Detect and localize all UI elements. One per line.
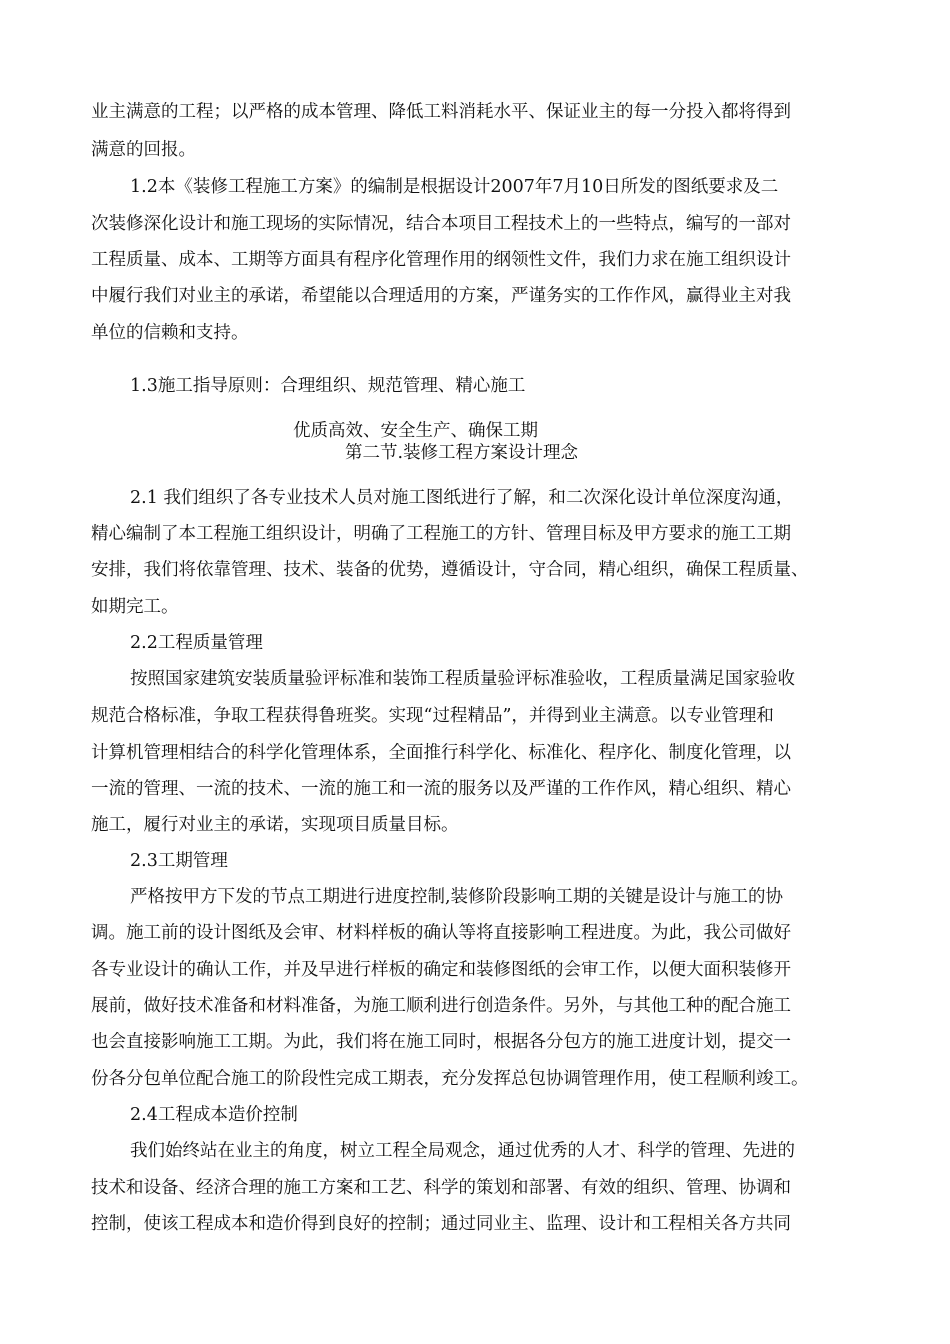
paragraph-line: 也会直接影响施工工期。为此，我们将在施工同时，根据各分包方的施工进度计划，提交一 [91, 1032, 791, 1052]
paragraph-line: 技术和设备、经济合理的施工方案和工艺、科学的策划和部署、有效的组织、管理、协调和 [91, 1178, 791, 1198]
section-heading: 第二节.装修工程方案设计理念 [345, 443, 579, 463]
paragraph-line: 计算机管理相结合的科学化管理体系，全面推行科学化、标准化、程序化、制度化管理，以 [91, 743, 791, 763]
paragraph-line: 调。施工前的设计图纸及会审、材料样板的确认等将直接影响工程进度。为此，我公司做好 [91, 923, 791, 943]
paragraph-line: 控制，使该工程成本和造价得到良好的控制；通过同业主、监理、设计和工程相关各方共同 [91, 1214, 791, 1234]
paragraph-line: 业主满意的工程；以严格的成本管理、降低工料消耗水平、保证业主的每一分投入都将得到 [91, 102, 791, 122]
paragraph-line: 中履行我们对业主的承诺，希望能以合理适用的方案，严谨务实的工作作风，赢得业主对我 [91, 286, 791, 306]
paragraph-line: 一流的管理、一流的技术、一流的施工和一流的服务以及严谨的工作作风，精心组织、精心 [91, 779, 791, 799]
paragraph-line: 展前，做好技术准备和材料准备，为施工顺利进行创造条件。另外，与其他工种的配合施工 [91, 996, 791, 1016]
paragraph-line: 施工，履行对业主的承诺，实现项目质量目标。 [91, 815, 459, 835]
paragraph-line: 次装修深化设计和施工现场的实际情况，结合本项目工程技术上的一些特点，编写的一部对 [91, 214, 791, 234]
paragraph-line: 精心编制了本工程施工组织设计，明确了工程施工的方针、管理目标及甲方要求的施工工期 [91, 524, 791, 544]
paragraph-line: 如期完工。 [91, 597, 179, 617]
paragraph-line: 按照国家建筑安装质量验评标准和装饰工程质量验评标准验收，工程质量满足国家验收 [130, 669, 795, 689]
paragraph-line: 严格按甲方下发的节点工期进行进度控制,装修阶段影响工期的关键是设计与施工的协 [130, 887, 784, 907]
paragraph-line: 各专业设计的确认工作，并及早进行样板的确定和装修图纸的会审工作，以便大面积装修开 [91, 960, 791, 980]
subsection-heading: 2.2工程质量管理 [130, 633, 263, 653]
guiding-principle-line: 1.3施工指导原则：合理组织、规范管理、精心施工 [130, 376, 526, 396]
paragraph-line: 1.2本《装修工程施工方案》的编制是根据设计2007年7月10日所发的图纸要求及二 [130, 177, 779, 197]
paragraph-line: 规范合格标准，争取工程获得鲁班奖。实现“过程精品”，并得到业主满意。以专业管理和 [91, 706, 774, 726]
paragraph-line: 满意的回报。 [91, 140, 196, 160]
paragraph-line: 安排，我们将依靠管理、技术、装备的优势，遵循设计，守合同，精心组织，确保工程质量、 [91, 560, 809, 580]
paragraph-line: 我们始终站在业主的角度，树立工程全局观念，通过优秀的人才、科学的管理、先进的 [130, 1141, 795, 1161]
paragraph-line: 工程质量、成本、工期等方面具有程序化管理作用的纲领性文件，我们力求在施工组织设计 [91, 250, 791, 270]
paragraph-line: 2.1 我们组织了各专业技术人员对施工图纸进行了解，和二次深化设计单位深度沟通， [130, 488, 794, 508]
paragraph-line: 份各分包单位配合施工的阶段性完成工期表，充分发挥总包协调管理作用，使工程顺利竣工。 [91, 1069, 809, 1089]
subsection-heading: 2.3工期管理 [130, 851, 228, 871]
subsection-heading: 2.4工程成本造价控制 [130, 1105, 298, 1125]
guiding-principle-line: 优质高效、安全生产、确保工期 [293, 421, 538, 441]
paragraph-line: 单位的信赖和支持。 [91, 323, 249, 343]
